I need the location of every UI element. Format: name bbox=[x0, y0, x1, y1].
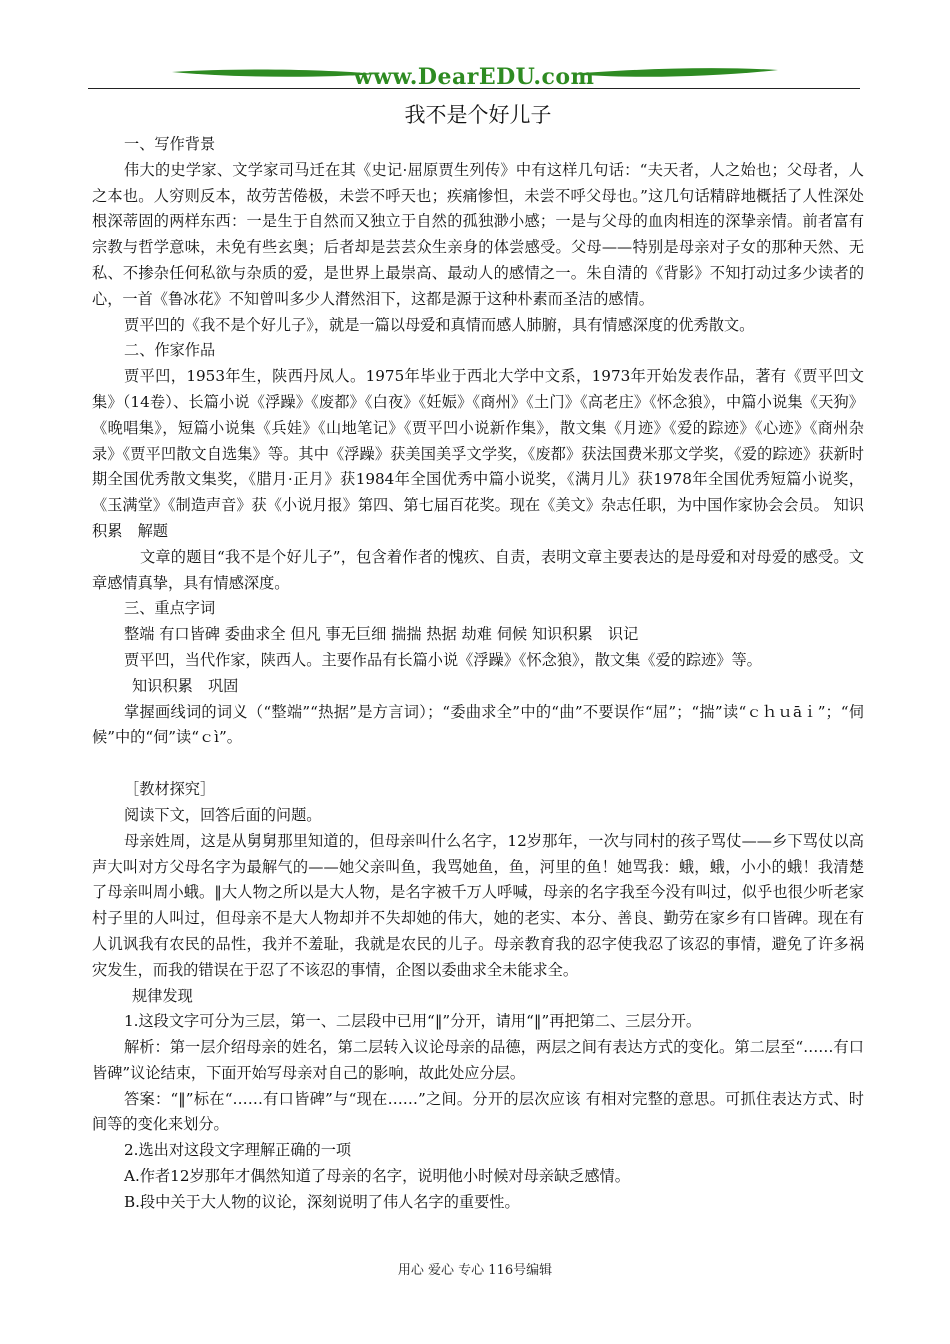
paragraph-author-summary: 贾平凹，当代作家，陕西人。主要作品有长篇小说《浮躁》《怀念狼》，散文集《爱的踪迹》等。 bbox=[124, 650, 762, 669]
header-divider bbox=[88, 88, 860, 89]
site-header-banner bbox=[88, 58, 860, 92]
document-body bbox=[92, 100, 864, 1216]
section-heading-author: 二、作家作品 bbox=[124, 341, 216, 360]
paragraph-background: 伟大的史学家、文学家司马迁在其《史记·屈原贾生列传》中有这样几句话：“夫天者，人之始也；父母者，人之本也。人穷则反本，故劳苦倦极，未尝不呼天也；疾痛惨怛，未尝不呼父母也。”这几句话精辟地概括了人性深处根深蒂固的两样东西：一是生于自然而又独立于自然的孤独渺小感；一是与父母的血肉相连的深挚亲情。前者富有宗教与哲学意味，未免有些玄奥；后者却是芸芸众生亲身的体尝感受。父母——特别是母亲对子女的那种天然、无私、不掺杂任何私欲与杂质的爱，是世界上最崇高、最动人的感情之一。朱自清的《背影》不知打动过多少读者的心，一首《鲁冰花》不知曾叫多少人潸然泪下，这都是源于这种朴素而圣洁的感情。 bbox=[92, 160, 864, 308]
blank-line bbox=[92, 751, 864, 777]
document-title: 我不是个好儿子 bbox=[404, 103, 552, 127]
question-2-option-a: A.作者12岁那年才偶然知道了母亲的名字，说明他小时候对母亲缺乏感情。 bbox=[124, 1167, 630, 1186]
reading-instruction: 阅读下文，回答后面的问题。 bbox=[124, 805, 322, 824]
question-2: 2.选出对这段文字理解正确的一项 bbox=[124, 1141, 352, 1160]
section-heading-textbook-inquiry: ［教材探究］ bbox=[124, 780, 216, 799]
question-1-analysis: 解析：第一层介绍母亲的姓名，第二层转入议论母亲的品德，两层之间有表达方式的变化。第二层至“……有口皆碑”议论结束，下面开始写母亲对自己的影响，故此处应分层。 bbox=[92, 1038, 864, 1082]
page-footer: 用心 爱心 专心 116号编辑 bbox=[397, 1263, 553, 1278]
paragraph-title-explanation: 文章的题目“我不是个好儿子”，包含着作者的愧疚、自责，表明文章主要表达的是母爱和对母爱的感受。文章感情真挚，具有情感深度。 bbox=[92, 547, 864, 592]
question-1-answer: 答案：“‖”标在“……有口皆碑”与“现在……”之间。分开的层次应该 有相对完整的意思。可抓住表达方式、时间等的变化来划分。 bbox=[92, 1089, 864, 1134]
subheading-pattern: 规律发现 bbox=[132, 986, 193, 1005]
paragraph-intro: 贾平凹的《我不是个好儿子》，就是一篇以母爱和真情而感人肺腑，具有情感深度的优秀散文。 bbox=[124, 315, 755, 334]
section-heading-vocabulary: 三、重点字词 bbox=[124, 599, 216, 618]
reading-passage: 母亲姓周，这是从舅舅那里知道的，但母亲叫什么名字，12岁那年，一次与同村的孩子骂仗——乡下骂仗以高声大叫对方父母名字为最解气的——她父亲叫鱼，我骂她鱼，鱼，河里的鱼！她骂我：蛾，蛾，小小的蛾！我清楚了母亲叫周小蛾。‖大人物之所以是大人物，是名字被千万人呼喊，母亲的名字我至今没有叫过，似乎也很少听老家村子里的人叫过，但母亲不是大人物却并不失却她的伟大，她的老实、本分、善良、勤劳在家乡有口皆碑。现在有人讥讽我有农民的品性，我并不羞耻，我就是农民的儿子。母亲教育我的忍字使我忍了该忍的事情，避免了许多祸灾发生，而我的错误在于忍了不该忍的事情，企图以委曲求全未能求全。 bbox=[92, 831, 864, 979]
section-heading-background: 一、写作背景 bbox=[124, 135, 216, 153]
question-2-option-b: B.段中关于大人物的议论，深刻说明了伟人名字的重要性。 bbox=[124, 1192, 520, 1211]
paragraph-author: 贾平凹，1953年生，陕西丹凤人。1975年毕业于西北大学中文系，1973年开始发表作品，著有《贾平凹文集》（14卷）、长篇小说《浮躁》《废都》《白夜》《妊娠》《商州》《土门》《高老庄》《怀念狼》，中篇小说集《天狗》《晚唱集》，短篇小说集《兵娃》《山地笔记》《贾平凹小说新作集》，散文集《月迹》《爱的踪迹》《心迹》《商州杂录》《贾平凹散文自选集》等。其中《浮躁》获美国美孚文学奖，《废都》获法国费米那文学奖，《爱的踪迹》获新时期全国优秀散文集奖，《腊月·正月》获1984年全国优秀中篇小说奖，《满月儿》获1978年全国优秀短篇小说奖，《玉满堂》《制造声音》获《小说月报》第四、第七届百花奖。现在《美文》杂志任职，为中国作家协会会员。 知识积累 解题 bbox=[92, 367, 864, 540]
question-1: 1.这段文字可分为三层，第一、二层段中已用“‖”分开，请用“‖”再把第二、三层分开。 bbox=[124, 1012, 702, 1031]
paragraph-word-notes: 掌握画线词的词义（“整端”“热据”是方言词）；“委曲求全”中的“曲”不要误作“屈”；“揣”读“ｃｈｕāｉ”；“伺候”中的“伺”读“ｃì”。 bbox=[92, 702, 864, 747]
vocabulary-list: 整端 有口皆碑 委曲求全 但凡 事无巨细 揣揣 热据 劫难 伺候 知识积累 识记 bbox=[124, 625, 639, 644]
subheading-consolidate: 知识积累 巩固 bbox=[132, 676, 239, 695]
site-url-logo[interactable]: www.DearEDU.com bbox=[353, 64, 595, 90]
